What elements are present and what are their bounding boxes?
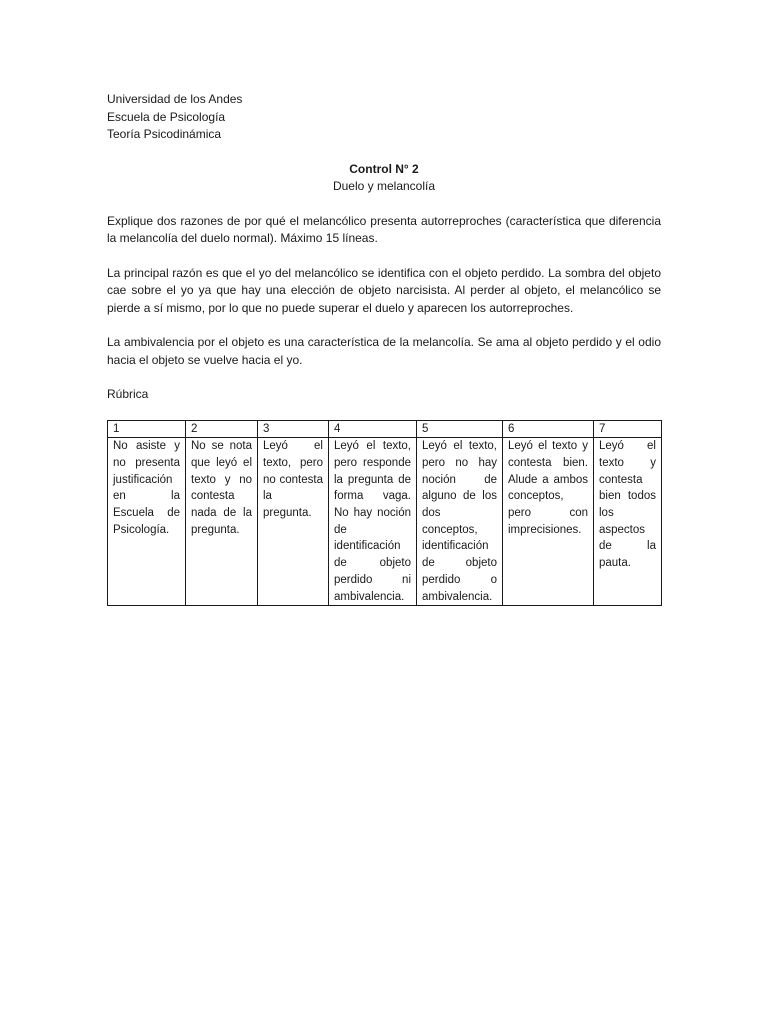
rubric-cell: Leyó el texto, pero no contesta la pregunta.	[258, 438, 329, 606]
rubric-header-cell: 1	[108, 420, 186, 438]
document-subtitle: Duelo y melancolía	[332, 179, 436, 193]
document-title: Control N° 2	[349, 161, 419, 176]
rubric-table	[107, 420, 662, 607]
rubric-cell: Leyó el texto, pero responde la pregunta de forma vaga. No hay noción de identificación de objeto perdido ni ambivalencia.	[329, 438, 417, 606]
school-name: Escuela de Psicología	[107, 109, 226, 124]
document-header	[107, 91, 661, 144]
document-page	[107, 91, 661, 606]
rubric-header-cell: 2	[186, 420, 258, 438]
rubric-cell: Leyó el texto y contesta bien. Alude a ambos conceptos, pero con imprecisiones.	[503, 438, 594, 606]
rubric-cell: Leyó el texto y contesta bien todos los aspectos de la pauta.	[594, 438, 662, 606]
rubric-header-cell: 3	[258, 420, 329, 438]
rubric-cell: No asiste y no presenta justificación en la Escuela de Psicología.	[108, 438, 186, 606]
rubric-header-row	[108, 420, 662, 438]
rubric-header-cell: 7	[594, 420, 662, 438]
answer-paragraph-1: La principal razón es que el yo del melancólico se identifica con el objeto perdido. La sombra del objeto cae sobre el yo ya que hay una elección de objeto narcisista. Al perder al objeto, el melancólico se pierde a sí mismo, por lo que no puede superar el duelo y aparecen los autorreproches.	[107, 265, 661, 315]
answer-paragraph-2: La ambivalencia por el objeto es una característica de la melancolía. Se ama al objeto perdido y el odio hacia el objeto se vuelve hacia el yo.	[107, 335, 661, 367]
rubric-criteria-row	[108, 438, 662, 606]
rubric-header-cell: 5	[417, 420, 503, 438]
university-name: Universidad de los Andes	[107, 92, 243, 106]
title-block	[107, 161, 661, 196]
rubric-header-cell: 4	[329, 420, 417, 438]
rubric-header-cell: 6	[503, 420, 594, 438]
rubric-label: Rúbrica	[107, 387, 149, 401]
question-text: Explique dos razones de por qué el melancólico presenta autorreproches (característica que diferencia la melancolía del duelo normal). Máximo 15 líneas.	[107, 213, 661, 245]
course-name: Teoría Psicodinámica	[107, 127, 222, 141]
rubric-cell: No se nota que leyó el texto y no contesta nada de la pregunta.	[186, 438, 258, 606]
rubric-cell: Leyó el texto, pero no hay noción de alguno de los dos conceptos, identificación de objeto perdido o ambivalencia.	[417, 438, 503, 606]
